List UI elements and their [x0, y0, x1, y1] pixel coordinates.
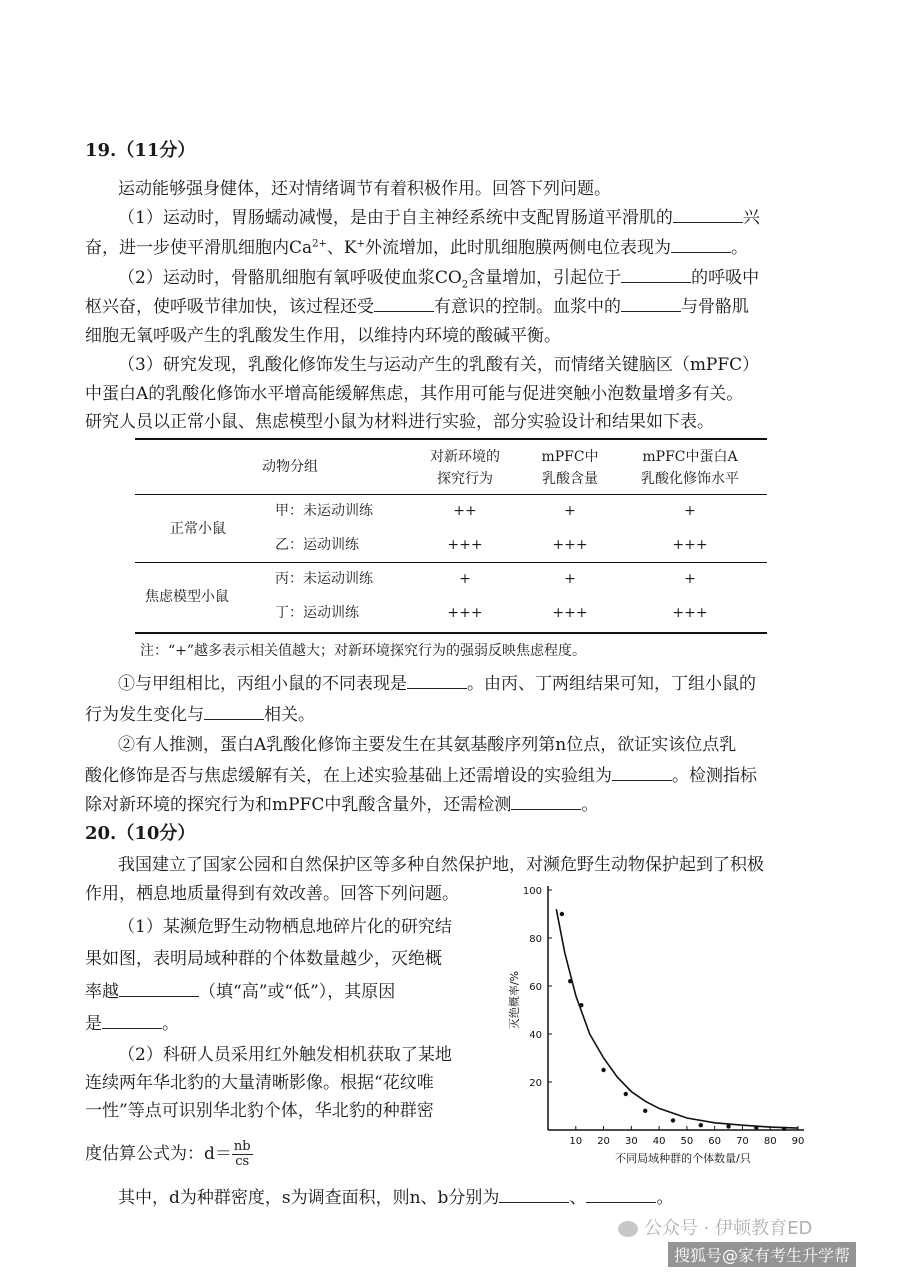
q19-intro: 运动能够强身健体，还对情绪调节有着积极作用。回答下列问题。	[118, 179, 611, 199]
row-lactate: +++	[552, 605, 588, 621]
row-label: 丁：运动训练	[275, 605, 359, 621]
y-tick-label: 100	[522, 886, 542, 897]
x-tick-label: 20	[597, 1136, 610, 1147]
fit-curve	[556, 909, 798, 1128]
results-table	[135, 438, 767, 634]
x-tick-label: 50	[680, 1136, 694, 1147]
q20-part1-line3: 率越 （填“高”或“低”），其原因	[85, 982, 396, 1002]
y-tick-label: 80	[529, 934, 542, 945]
q20-part2-line1: （2）科研人员采用红外触发相机获取了某地	[118, 1045, 452, 1065]
q19-part2-line2: 枢兴奋，使呼吸节律加快，该过程还受 有意识的控制。血浆中的 与骨骼肌	[85, 297, 749, 317]
row-lactylation: +	[684, 571, 696, 587]
answer-blank[interactable]	[374, 295, 434, 312]
header-explore-1: 对新环境的	[430, 449, 500, 465]
answer-blank[interactable]	[119, 980, 199, 997]
q19-sub2-line1: ②有人推测，蛋白A乳酸化修饰主要发生在其氨基酸序列第n位点，欲证实该位点乳	[118, 735, 737, 755]
q20-part2-line4: 度估算公式为：d＝ $\frac{nb}{cs}$	[85, 1139, 251, 1169]
extinction-chart	[500, 880, 840, 1170]
data-point	[726, 1124, 730, 1128]
table-note: 注：“+”越多表示相关值越大；对新环境探究行为的强弱反映焦虑程度。	[140, 643, 587, 659]
answer-blank[interactable]	[499, 1186, 569, 1203]
row-lactate: +++	[552, 537, 588, 553]
answer-blank[interactable]	[671, 236, 731, 253]
wechat-watermark: 公众号 · 伊顿教育ED	[618, 1214, 812, 1240]
x-tick-label: 40	[652, 1136, 666, 1147]
answer-blank[interactable]	[102, 1012, 162, 1029]
table-header-rule	[135, 494, 767, 495]
q19-part1-line1: （1）运动时，胃肠蠕动减慢，是由于自主神经系统中支配胃肠道平滑肌的 兴	[118, 208, 760, 228]
answer-blank[interactable]	[621, 295, 681, 312]
wechat-icon	[618, 1221, 638, 1237]
data-point	[560, 912, 564, 916]
row-explore: +	[459, 571, 471, 587]
data-point	[568, 979, 572, 983]
answer-blank[interactable]	[204, 703, 264, 720]
sohu-watermark: 搜狐号@家有考生升学帮	[668, 1242, 856, 1267]
answer-blank[interactable]	[407, 672, 467, 689]
chart-svg	[500, 880, 840, 1170]
x-tick-label: 60	[708, 1136, 722, 1147]
q20-part2-line2: 连续两年华北豹的大量清晰影像。根据“花纹唯	[85, 1073, 434, 1093]
answer-blank[interactable]	[621, 266, 691, 283]
q19-sub2-line2: 酸化修饰是否与焦虑缓解有关，在上述实验基础上还需增设的实验组为 。检测指标	[85, 766, 757, 786]
row-label: 甲：未运动训练	[275, 503, 373, 519]
x-tick-label: 80	[763, 1136, 777, 1147]
x-tick-label: 90	[791, 1136, 805, 1147]
q19-title: 19.（11分）	[85, 140, 196, 161]
header-explore-2: 探究行为	[437, 471, 493, 487]
x-axis-label: 不同局域种群的个体数量/只	[615, 1152, 751, 1165]
data-point	[601, 1068, 605, 1072]
row-lactylation: +	[684, 503, 696, 519]
data-point	[579, 1003, 583, 1007]
answer-blank[interactable]	[586, 1186, 656, 1203]
q20-part1-line2: 果如图，表明局域种群的个体数量越少，灭绝概	[85, 949, 442, 969]
q19-part1-line2: 奋，进一步使平滑肌细胞内$Ca^{2+}$、K+外流增加，此时肌细胞膜两侧电位表现为 。	[85, 238, 748, 258]
row-lactylation: +++	[672, 605, 708, 621]
y-tick-label: 60	[529, 982, 542, 993]
q19-part3-line2: 中蛋白A的乳酸化修饰水平增高能缓解焦虑，其作用可能与促进突触小泡数量增多有关。	[85, 384, 744, 404]
answer-blank[interactable]	[673, 206, 743, 223]
row-explore: ++	[453, 503, 477, 519]
row-explore: +++	[447, 605, 483, 621]
q20-part2-line3: 一性”等点可识别华北豹个体，华北豹的种群密	[85, 1101, 434, 1121]
row-label: 乙：运动训练	[275, 537, 359, 553]
y-tick-label: 40	[529, 1030, 542, 1041]
q19-part2-line3: 细胞无氧呼吸产生的乳酸发生作用，以维持内环境的酸碱平衡。	[85, 326, 561, 346]
answer-blank[interactable]	[511, 793, 581, 810]
q19-part2-line1: （2）运动时，骨骼肌细胞有氧呼吸使血浆$CO_2$含量增加，引起位于 的呼吸中	[118, 268, 760, 291]
q20-intro-2: 作用，栖息地质量得到有效改善。回答下列问题。	[85, 884, 459, 904]
density-formula: $\frac{nb}{cs}$	[233, 1139, 251, 1169]
row-explore: +++	[447, 537, 483, 553]
group-normal: 正常小鼠	[170, 521, 226, 537]
q19-sub2-line3: 除对新环境的探究行为和mPFC中乳酸含量外，还需检测 。	[85, 795, 599, 815]
q19-part3-line3: 研究人员以正常小鼠、焦虑模型小鼠为材料进行实验，部分实验设计和结果如下表。	[85, 412, 714, 432]
q19-sub1-line2: 行为发生变化与 相关。	[85, 705, 315, 725]
q20-part1-line4: 是 。	[85, 1014, 179, 1034]
row-lactate: +	[564, 503, 576, 519]
q20-part2-line5: 其中，d为种群密度，s为调查面积，则n、b分别为 、 。	[118, 1188, 674, 1208]
data-point	[643, 1109, 647, 1113]
data-point	[782, 1127, 786, 1131]
data-point	[624, 1092, 628, 1096]
q19-sub1-line1: ①与甲组相比，丙组小鼠的不同表现是 。由丙、丁两组结果可知，丁组小鼠的	[118, 674, 756, 694]
q20-intro-1: 我国建立了国家公园和自然保护区等多种自然保护地，对濒危野生动物保护起到了积极	[118, 855, 764, 875]
q20-title: 20.（10分）	[85, 823, 196, 844]
row-lactylation: +++	[672, 537, 708, 553]
table-bottom-rule	[135, 632, 767, 634]
data-point	[699, 1123, 703, 1127]
y-tick-label: 20	[529, 1078, 542, 1089]
q20-part1-line1: （1）某濒危野生动物栖息地碎片化的研究结	[118, 917, 452, 937]
table-top-rule	[135, 438, 767, 440]
data-point	[754, 1125, 758, 1129]
x-tick-label: 70	[736, 1136, 749, 1147]
table-mid-rule	[135, 562, 767, 563]
row-label: 丙：未运动训练	[275, 571, 373, 587]
answer-blank[interactable]	[612, 764, 672, 781]
y-axis-label: 灭绝概率/%	[508, 970, 521, 1030]
data-point	[671, 1118, 675, 1122]
group-anxiety: 焦虑模型小鼠	[145, 589, 229, 605]
header-lactylation-2: 乳酸化修饰水平	[641, 471, 739, 487]
x-tick-label: 30	[624, 1136, 638, 1147]
header-lactate-1: mPFC中	[541, 449, 599, 465]
q19-part3-line1: （3）研究发现，乳酸化修饰发生与运动产生的乳酸有关，而情绪关键脑区（mPFC）	[118, 355, 760, 375]
x-tick-label: 10	[569, 1136, 583, 1147]
header-group: 动物分组	[262, 459, 318, 475]
header-lactylation-1: mPFC中蛋白A	[642, 449, 738, 465]
header-lactate-2: 乳酸含量	[542, 471, 598, 487]
row-lactate: +	[564, 571, 576, 587]
